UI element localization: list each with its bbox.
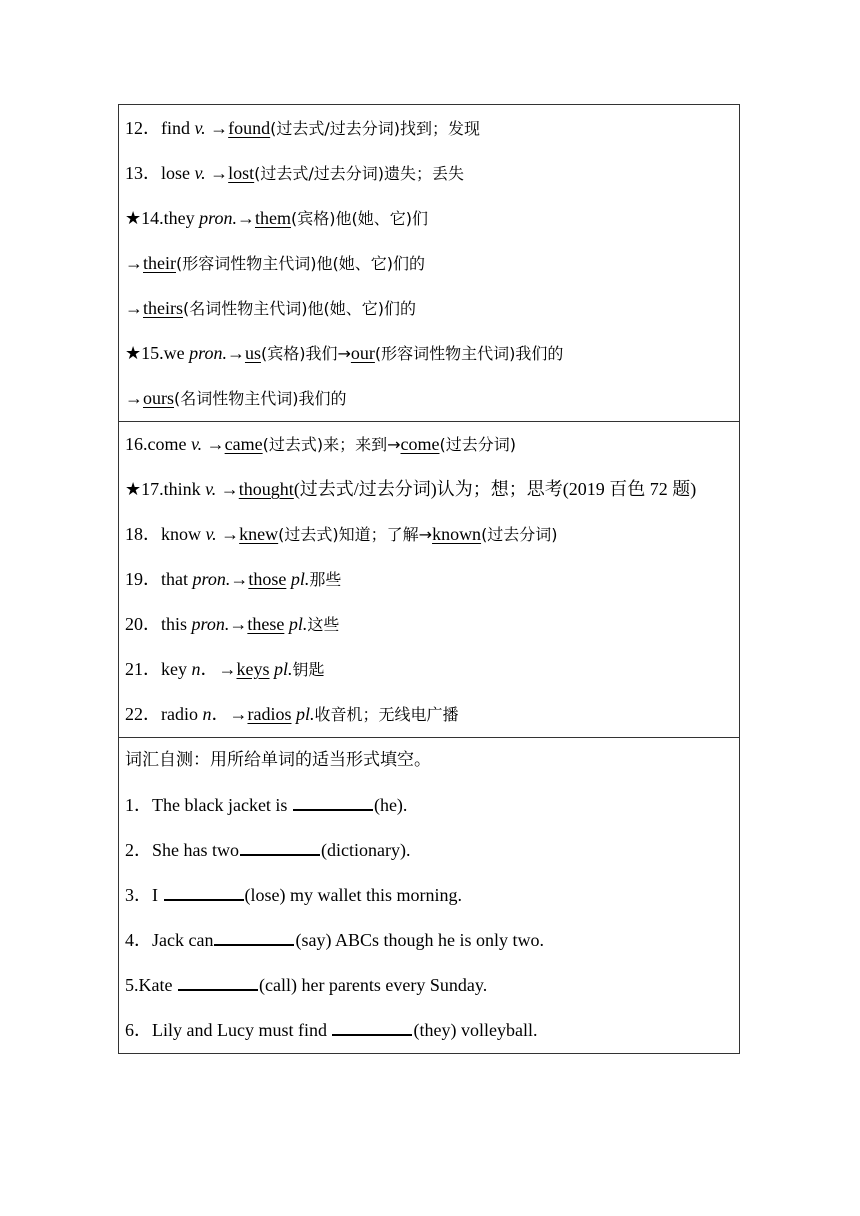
part-of-speech: pron. (191, 614, 230, 634)
entry-note: (宾格)我们→ (260, 344, 351, 363)
entry-note-2: (形容词性物主代词)我们的 (374, 344, 564, 363)
entry-note: (宾格)他(她、它)们 (290, 209, 428, 228)
part-of-speech: v. (205, 524, 217, 544)
exercise-item-5 (125, 963, 733, 1008)
arrow: → (229, 614, 248, 634)
word-form-2: our (350, 343, 375, 363)
arrow: → (125, 253, 143, 273)
arrow: → (230, 569, 249, 589)
part-of-speech: pron. (199, 208, 237, 228)
vocab-entry-19 (125, 557, 733, 602)
word-form: their (143, 253, 176, 273)
entry-note: (过去式)来；来到→ (262, 435, 401, 454)
entry-word: 20．this (125, 614, 192, 634)
entry-word: 21．key (125, 659, 192, 679)
entry-note: (形容词性物主代词)他(她、它)们的 (176, 254, 425, 273)
arrow: → (216, 524, 240, 544)
word-form: ours (143, 388, 174, 408)
vocab-entry-14-theirs (125, 286, 733, 331)
vocab-entry-14-their (125, 241, 733, 286)
plural-marker: pl. (286, 569, 310, 589)
exercise-item-2 (125, 828, 733, 873)
entry-note: (过去式/过去分词)遗失；丢失 (254, 164, 465, 183)
exercise-text: 3．I (125, 885, 163, 905)
arrow: ．→ (211, 704, 248, 724)
entry-word: ★17.think (125, 479, 206, 499)
exercise-item-6 (125, 1008, 733, 1053)
exercise-text: 2．She has two (125, 840, 239, 860)
answer-blank[interactable] (332, 1019, 412, 1036)
answer-blank[interactable] (293, 794, 373, 811)
vocab-entry-15-ours (125, 376, 733, 421)
entry-note: (名词性物主代词)他(她、它)们的 (183, 299, 416, 318)
word-form: keys (236, 659, 270, 679)
exercise-hint: (call) her parents every Sunday. (258, 975, 488, 995)
part-of-speech: v. (190, 434, 203, 454)
arrow: ．→ (200, 659, 237, 679)
entry-word: 22．radio (125, 704, 203, 724)
word-form: those (248, 569, 287, 589)
entry-note: 那些 (309, 570, 342, 589)
plural-marker: pl. (269, 659, 293, 679)
part-of-speech: n (191, 659, 201, 679)
vocab-entry-15 (125, 331, 733, 376)
word-form-2: come (400, 434, 440, 454)
entry-word: 19．that (125, 569, 193, 589)
vocab-entry-18 (125, 512, 733, 557)
entry-word: 18．know (125, 524, 206, 544)
answer-blank[interactable] (240, 839, 320, 856)
arrow: → (216, 479, 239, 499)
vocab-entry-16 (125, 422, 733, 467)
word-form: thought (238, 479, 294, 499)
exercise-item-1 (125, 783, 733, 828)
word-form: knew (239, 524, 279, 544)
answer-blank[interactable] (178, 974, 258, 991)
exercise-text: 5.Kate (125, 975, 177, 995)
answer-blank[interactable] (214, 929, 294, 946)
word-form: theirs (143, 298, 183, 318)
arrow: → (205, 118, 229, 138)
plural-marker: pl. (284, 614, 308, 634)
vocab-entry-20 (125, 602, 733, 647)
word-form: us (244, 343, 261, 363)
arrow: → (236, 208, 255, 228)
arrow: → (226, 343, 245, 363)
word-form: found (228, 118, 271, 138)
vocab-entry-13 (125, 151, 733, 196)
exercise-hint: (lose) my wallet this morning. (244, 885, 462, 905)
entry-note-2: (过去分词) (481, 525, 558, 544)
entry-note: (名词性物主代词)我们的 (174, 389, 347, 408)
exercise-item-3 (125, 873, 733, 918)
part-of-speech: v. (194, 118, 206, 138)
vocab-entry-12 (125, 106, 733, 151)
exercise-hint: (they) volleyball. (413, 1020, 538, 1040)
entry-word: 12．find (125, 118, 195, 138)
entry-note: 这些 (307, 615, 340, 634)
word-form: lost (228, 163, 255, 183)
arrow: → (125, 298, 143, 318)
vocab-entry-22 (125, 692, 733, 737)
part-of-speech: pron. (189, 343, 227, 363)
plural-marker: pl. (291, 704, 315, 724)
exercise-text: 1．The black jacket is (125, 795, 292, 815)
part-of-speech: v. (194, 163, 206, 183)
entry-word: ★14.they (125, 208, 200, 228)
arrow: → (202, 434, 225, 454)
part-of-speech: n (202, 704, 212, 724)
self-test-heading: 词汇自测：用所给单词的适当形式填空。 (125, 750, 431, 770)
entry-note: (过去式)知道；了解→ (278, 525, 433, 544)
vocab-entry-21 (125, 647, 733, 692)
word-form: radios (247, 704, 292, 724)
exercise-text: 4．Jack can (125, 930, 214, 950)
word-form: came (224, 434, 263, 454)
entry-note: (过去式/过去分词)认为；想；思考(2019 百色 72 题) (293, 479, 697, 499)
arrow: → (205, 163, 229, 183)
answer-blank[interactable] (164, 884, 244, 901)
vocab-entry-14 (125, 196, 733, 241)
part-of-speech: pron. (192, 569, 231, 589)
entry-word: 13．lose (125, 163, 195, 183)
vocab-entry-17 (125, 467, 733, 512)
word-form: these (247, 614, 285, 634)
exercise-text: 6．Lily and Lucy must find (125, 1020, 332, 1040)
entry-note: 钥匙 (292, 660, 325, 679)
entry-note: (过去式/过去分词)找到；发现 (270, 119, 481, 138)
exercise-hint: (he). (373, 795, 408, 815)
arrow: → (125, 388, 143, 408)
exercise-item-4 (125, 918, 733, 963)
entry-note: 收音机；无线电广播 (314, 705, 459, 724)
word-form-2: known (432, 524, 482, 544)
word-form: them (254, 208, 291, 228)
table-cell-words-12-15 (119, 105, 739, 421)
table-cell-words-16-22 (119, 421, 739, 737)
entry-note-2: (过去分词) (439, 435, 516, 454)
vocabulary-table (118, 104, 740, 1054)
exercise-hint: (say) ABCs though he is only two. (295, 930, 544, 950)
entry-word: ★15.we (125, 343, 190, 363)
exercise-hint: (dictionary). (321, 840, 411, 860)
entry-word: 16.come (125, 434, 191, 454)
table-cell-self-test (119, 737, 739, 1053)
part-of-speech: v. (205, 479, 217, 499)
